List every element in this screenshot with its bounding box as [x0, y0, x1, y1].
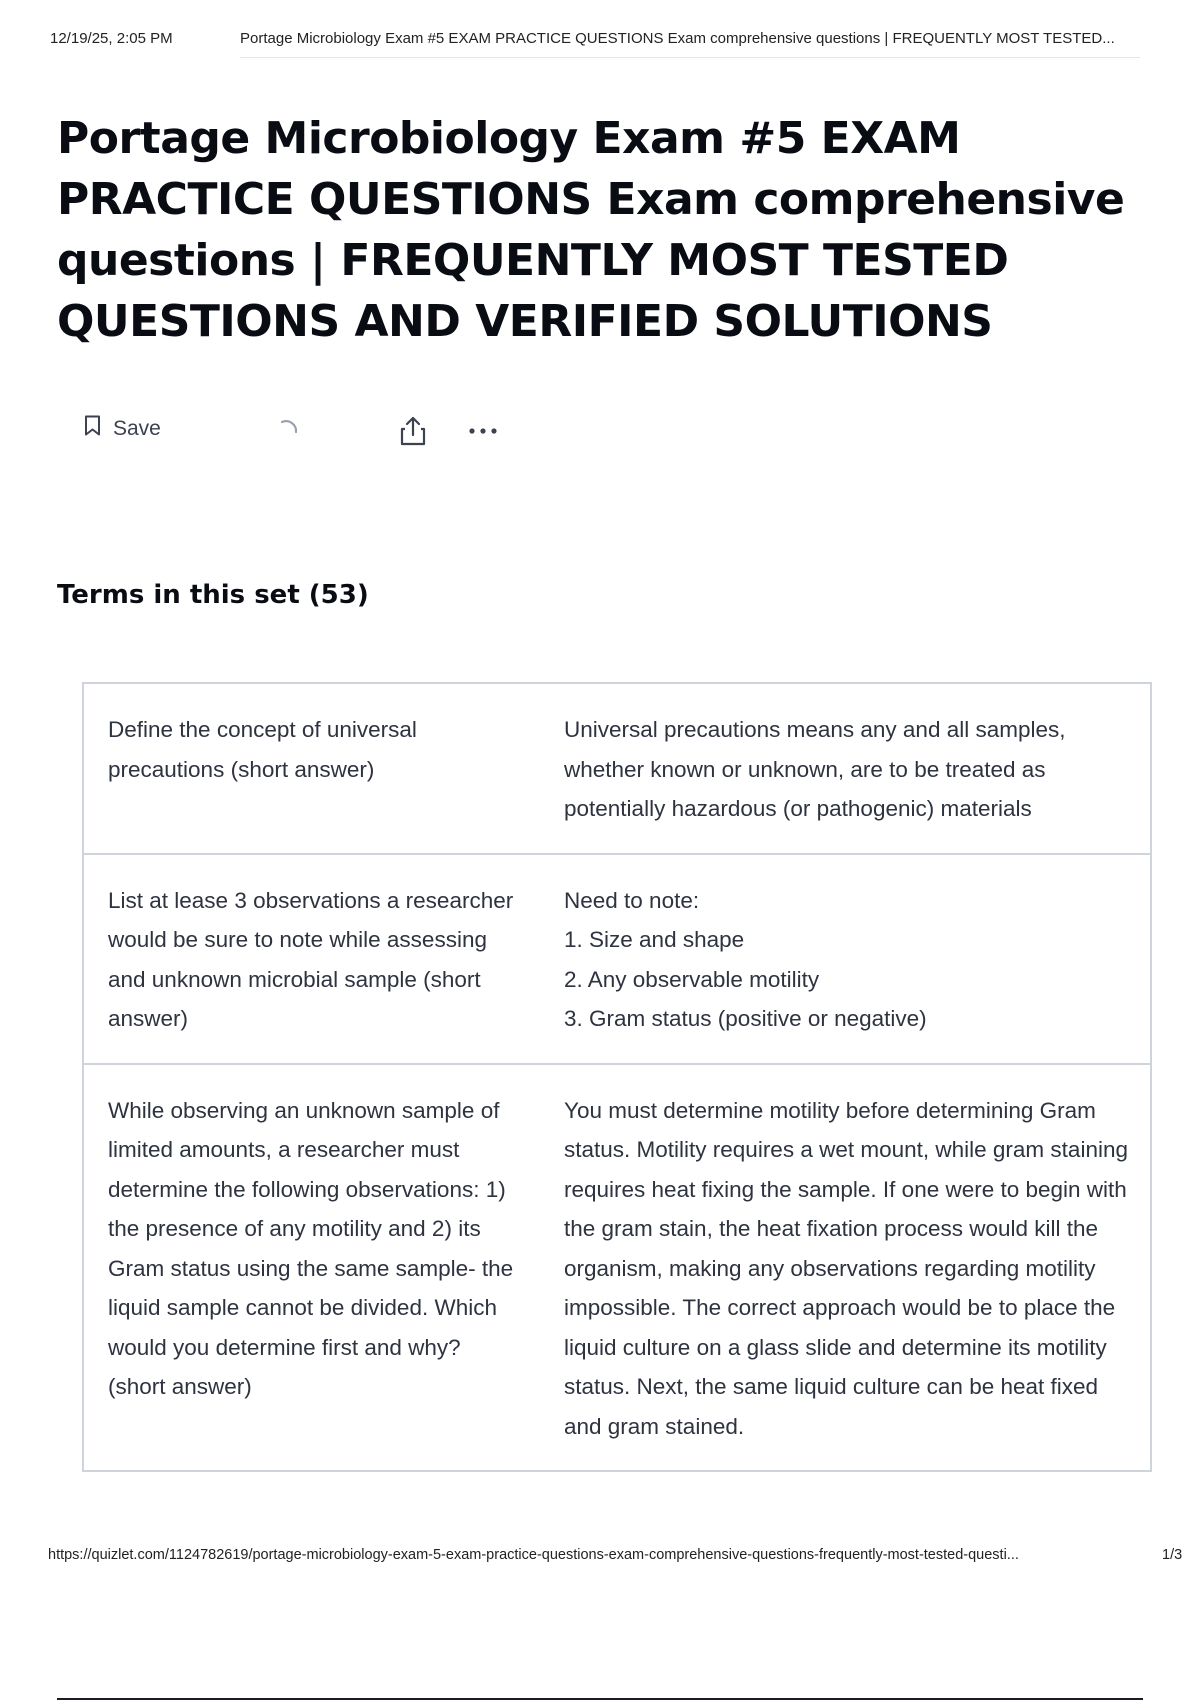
- terms-table: [82, 682, 1152, 1472]
- page-url: https://quizlet.com/1124782619/portage-microbiology-exam-5-exam-practice-questions-exam-comprehensive-questions-frequently-most-tested-questi...: [48, 1547, 1019, 1563]
- term-text: Define the concept of universal precautions (short answer): [108, 717, 417, 782]
- print-header: [0, 0, 1200, 60]
- definition-text: Universal precautions means any and all samples, whether known or unknown, are to be treated as potentially hazardous (or pathogenic) materials: [564, 717, 1066, 821]
- more-options-icon[interactable]: [466, 419, 500, 443]
- terms-heading: Terms in this set (53): [57, 580, 369, 610]
- print-date: 12/19/25, 2:05 PM: [50, 30, 173, 47]
- term-text: While observing an unknown sample of limited amounts, a researcher must determine the following observations: 1) the presence of any motility and 2) its Gram status using the same sample- the liquid sample cannot be divided. Which would you determine first and why? (short answer): [108, 1097, 514, 1399]
- term-row: [84, 853, 1150, 1063]
- set-toolbar: [84, 415, 524, 453]
- definition-text: You must determine motility before determining Gram status. Motility requires a wet mount, while gram staining requires heat fixing the sample. If one were to begin with the gram stain, the heat fixation process would kill the organism, making any observations regarding motility impossible. The correct approach would be to place the liquid culture on a glass slide and determine its motility status. Next, the same liquid culture can be heat fixed and gram stained.: [564, 1097, 1128, 1439]
- print-header-title: Portage Microbiology Exam #5 EXAM PRACTICE QUESTIONS Exam comprehensive questions | FREQUENTLY MOST TESTED...: [240, 30, 1115, 47]
- loading-spinner-icon: [276, 418, 302, 444]
- term-row: [84, 684, 1150, 853]
- term-text: List at lease 3 observations a researcher would be sure to note while assessing and unknown microbial sample (short answer): [108, 887, 514, 1031]
- header-divider: [240, 57, 1140, 58]
- page-title: Portage Microbiology Exam #5 EXAM PRACTICE QUESTIONS Exam comprehensive questions | FREQUENTLY MOST TESTED QUESTIONS AND VERIFIED SOLUTIONS: [57, 113, 1125, 347]
- share-icon[interactable]: [398, 415, 428, 447]
- definition-text: Need to note: 1. Size and shape 2. Any observable motility 3. Gram status (positive or negative): [564, 887, 927, 1031]
- term-row: [84, 1063, 1150, 1471]
- page-number: 1/3: [1162, 1547, 1183, 1563]
- bookmark-icon: [84, 415, 101, 442]
- save-button[interactable]: [84, 415, 161, 442]
- save-label: Save: [113, 416, 161, 440]
